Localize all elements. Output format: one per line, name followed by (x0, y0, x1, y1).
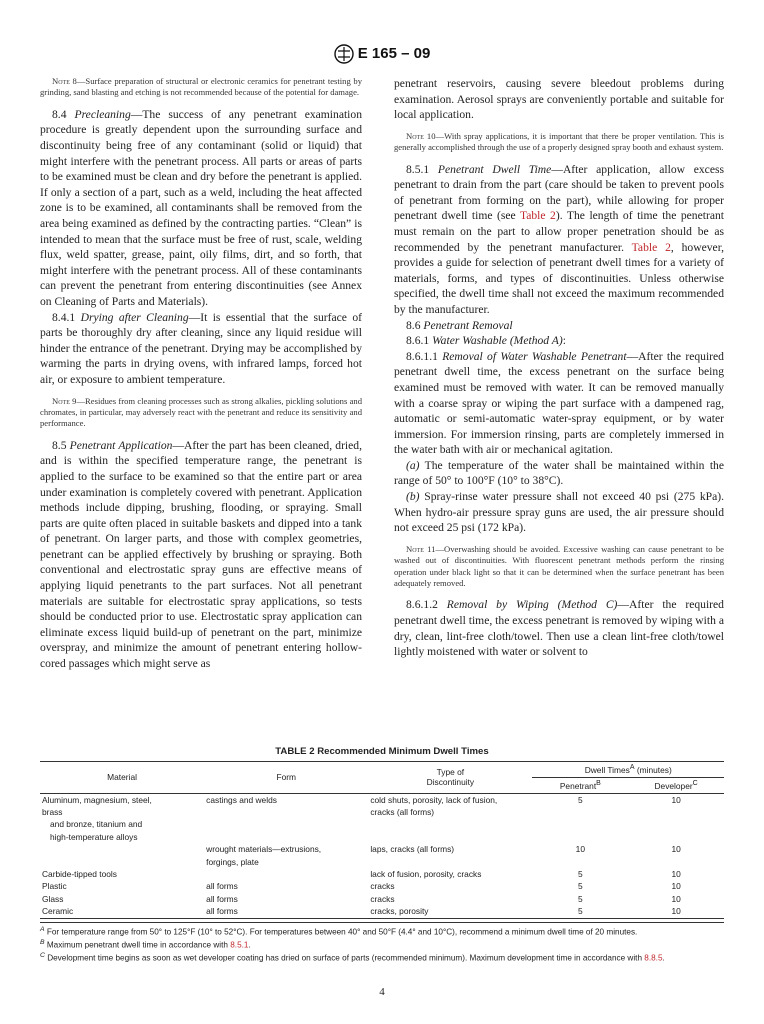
right-column (394, 76, 724, 660)
cell-material: high-temperature alloys (50, 831, 138, 842)
cell-material: and bronze, titanium and (50, 819, 143, 830)
table-footnotes (40, 922, 724, 965)
cell-penetrant (532, 818, 628, 830)
cell-type: laps, cracks (all forms) (370, 844, 455, 855)
section-8-4: 8.4 Precleaning—The success of any penetrant examination procedure is greatly dependent upon the surrounding surface and discontinuity being free of any contaminant (solid or liquid) that might interfere with the penetrant process. All parts or areas of parts to be examined must be clean and dry before the penetrant is applied. If only a section of a part, such as a weld, including the heat affected zone is to be examined, all contaminants shall be removed from the area being examined as defined by the contracting parties. “Clean” is intended to mean that the surface must be free of rust, scale, welding flux, weld spatter, grease, paint, oily films, dirt, and so forth, that might interfere with the penetrant process. All of these contaminants can prevent the penetrant from entering discontinuities (see Annex on Cleaning of Parts and Materials). (40, 107, 362, 308)
cell-material (40, 843, 204, 855)
section-8-6-1-2: 8.6.1.2 Removal by Wiping (Method C)—After the required penetrant dwell time, the excess penetrant is removed by wiping with a dry, clean, lint-free cloth/towel. Then use a clean lint-free cloth/towel lightly moistened with water or solvent to (394, 598, 724, 659)
cell-developer: 10 (671, 906, 681, 917)
table-row (40, 806, 724, 818)
note-10: Note 10—With spray applications, it is important that there be proper ventilation. This is generally accomplished through the use of a properly designed spray booth and exhaust system. (394, 130, 724, 153)
cell-material: brass (42, 807, 63, 817)
cell-developer: 10 (671, 881, 681, 892)
cell-penetrant (532, 831, 628, 843)
cell-form: wrought materials—extrusions, (206, 844, 322, 855)
table-row (40, 905, 724, 918)
section-8-5-1: 8.5.1 Penetrant Dwell Time—After application, allow excess penetrant to drain from the part (care should be taken to prevent pools of penetrant from forming on the part), while allowing for proper penetrant dwell time (see Table 2). The length of time the penetrant must remain on the part to allow proper penetration should be as recommended by the penetrant manufacturer. Table 2, however, provides a guide for selection of penetrant dwell times for a variety of materials, forms, and types of discontinuities. Unless otherwise specified, the dwell time shall not exceed the maximum recommended by the manufacturer. (394, 162, 724, 316)
dwell-times-table (40, 761, 724, 919)
cell-type: cracks (370, 881, 395, 892)
cell-penetrant (532, 856, 628, 868)
header-penetrant: Penetrant$^B$ (532, 777, 628, 793)
cell-material: Plastic (42, 881, 67, 892)
section-8-6-1: 8.6.1 Water Washable (Method A): (406, 334, 566, 348)
footnote-c: $^C$ Development time begins as soon as wet developer coating has dried on surface of parts (recommended minimum). Maximum development time in accordance with 8.8.5. (40, 952, 665, 964)
table-row (40, 818, 724, 830)
table-2-link[interactable]: Table 2 (519, 209, 556, 223)
cell-penetrant: 5 (578, 881, 583, 892)
cell-type (368, 856, 532, 868)
section-8-8-5-link[interactable]: 8.8.5 (644, 954, 663, 964)
table-row (40, 856, 724, 868)
cell-developer: 10 (671, 794, 681, 805)
section-8-5: 8.5 Penetrant Application—After the part has been cleaned, dried, and is within the specified temperature range, the penetrant is applied to the surface to be examined so that the entire part or area under examination is completely covered with penetrant. Application methods include dipping, brushing, flooding, or spraying. Small parts are quite often placed in suitable baskets and dipped into a tank of penetrant. On larger parts, and those with complex geometries, penetrant can be applied effectively by brushing or spraying. Both conventional and electrostatic spray guns are effective means of applying liquid penetrants to the part surfaces. Not all penetrant materials are suitable for electrostatic spray applications, so tests should be conducted prior to use. Electrostatic spray application can eliminate excess liquid build-up of penetrant on the part, minimize overspray, and minimize the amount of penetrant entering hollow-cored passages which might serve as (40, 438, 362, 671)
cell-penetrant: 5 (578, 893, 583, 904)
table-title: TABLE 2 Recommended Minimum Dwell Times (275, 746, 489, 757)
cell-developer (628, 818, 724, 830)
footnote-a: $^A$ For temperature range from 50° to 125°F (10° to 52°C). For temperatures between 40° and 50°F (4.4° and 10°C), recommend a minimum dwell time of 20 minutes. (40, 925, 638, 937)
section-8-6-1-1: 8.6.1.1 Removal of Water Washable Penetrant—After the required penetrant dwell time, the excess penetrant on the surface being examined must be removed with water. It can be removed manually with a coarse spray or wiping the part surface with a dampened rag, automatic or semi-automatic water-spray equipment, or by water immersion. For immersion rinsing, parts are completely immersed in the water bath with air or mechanical agitation. (394, 349, 724, 457)
cell-form (204, 868, 368, 880)
page-number: 4 (379, 986, 385, 998)
cell-material: Ceramic (42, 906, 74, 917)
cell-penetrant (532, 806, 628, 818)
footnote-b: $^B$ Maximum penetrant dwell time in accordance with 8.5.1. (40, 938, 251, 950)
cell-material: Glass (42, 893, 64, 904)
cell-penetrant: 5 (578, 906, 583, 917)
cell-type: lack of fusion, porosity, cracks (370, 869, 482, 880)
cell-form (204, 831, 368, 843)
header-dwell: Dwell Times$^A$ (minutes) (532, 762, 724, 778)
header-material: Material (40, 762, 204, 794)
cell-developer (628, 831, 724, 843)
note-8: Note 8—Surface preparation of structural or electronic ceramics for penetrant testing by grinding, sand blasting and etching is not recommended because of the potential for damage. (40, 76, 362, 98)
cell-developer (628, 856, 724, 868)
cell-material: Aluminum, magnesium, steel, (42, 794, 152, 805)
section-8-5-1-link[interactable]: 8.5.1 (230, 940, 249, 950)
cell-form (204, 806, 368, 818)
cell-type (368, 831, 532, 843)
cell-type: cracks (all forms) (370, 807, 435, 817)
cell-penetrant: 5 (578, 794, 583, 805)
cell-type: cracks, porosity (370, 906, 429, 917)
section-8-6: 8.6 Penetrant Removal (406, 318, 513, 332)
cell-form: forgings, plate (206, 856, 259, 867)
cell-developer: 10 (671, 844, 681, 855)
cell-type (368, 818, 532, 830)
note-9: Note 9—Residues from cleaning processes such as strong alkalies, pickling solutions and chromates, in particular, may adversely react with the penetrant and reduce its sensitivity and performance. (40, 395, 362, 429)
cell-form: all forms (206, 881, 238, 892)
header-type: Type of Discontinuity (368, 762, 532, 794)
table-row (40, 880, 724, 892)
cell-form (204, 818, 368, 830)
cell-form: all forms (206, 893, 238, 904)
cell-material: Carbide-tipped tools (42, 869, 117, 880)
header-developer: Developer$^C$ (628, 777, 724, 793)
table-row (40, 793, 724, 806)
cell-form: all forms (206, 906, 238, 917)
cell-type: cracks (370, 893, 395, 904)
table-2 (40, 746, 724, 965)
table-body (40, 793, 724, 918)
table-row (40, 893, 724, 905)
table-2-link-2[interactable]: Table 2 (631, 240, 671, 254)
cell-developer: 10 (671, 893, 681, 904)
cell-developer (628, 806, 724, 818)
cell-penetrant: 10 (575, 844, 585, 855)
standard-designation: E 165 – 09 (357, 44, 431, 62)
item-a: (a) The temperature of the water shall be maintained within the range of 50° to 100°F (10° to 38°C). (394, 458, 724, 488)
document-header (0, 44, 764, 64)
astm-logo-icon (334, 44, 354, 64)
cell-type: cold shuts, porosity, lack of fusion, (370, 794, 498, 805)
table-row (40, 868, 724, 880)
continued-paragraph: penetrant reservoirs, causing severe bleedout problems during examination. Aerosol sprays are conveniently portable and suitable for local application. (394, 77, 724, 122)
table-row (40, 843, 724, 855)
note-11: Note 11—Overwashing should be avoided. Excessive washing can cause penetrant to be washed out of discontinuities. With fluorescent penetrant methods perform the rinsing operation under black light so that it can be determined when the surface penetrant has been adequately removed. (394, 543, 724, 589)
cell-material (40, 856, 204, 868)
header-form: Form (204, 762, 368, 794)
cell-penetrant: 5 (578, 869, 583, 880)
item-b: (b) Spray-rinse water pressure shall not exceed 40 psi (275 kPa). When hydro-air pressure spray guns are used, the air pressure should not exceed 25 psi (172 kPa). (394, 490, 724, 535)
cell-form: castings and welds (206, 794, 277, 805)
section-8-4-1: 8.4.1 Drying after Cleaning—It is essential that the surface of parts be thoroughly dry after cleaning, since any liquid residue will hinder the entrance of the penetrant. Drying may be accomplished by warming the parts in drying ovens, with infrared lamps, forced hot air, or exposure to ambient temperature. (40, 310, 362, 386)
cell-developer: 10 (671, 869, 681, 880)
table-row (40, 831, 724, 843)
left-column (40, 76, 362, 672)
